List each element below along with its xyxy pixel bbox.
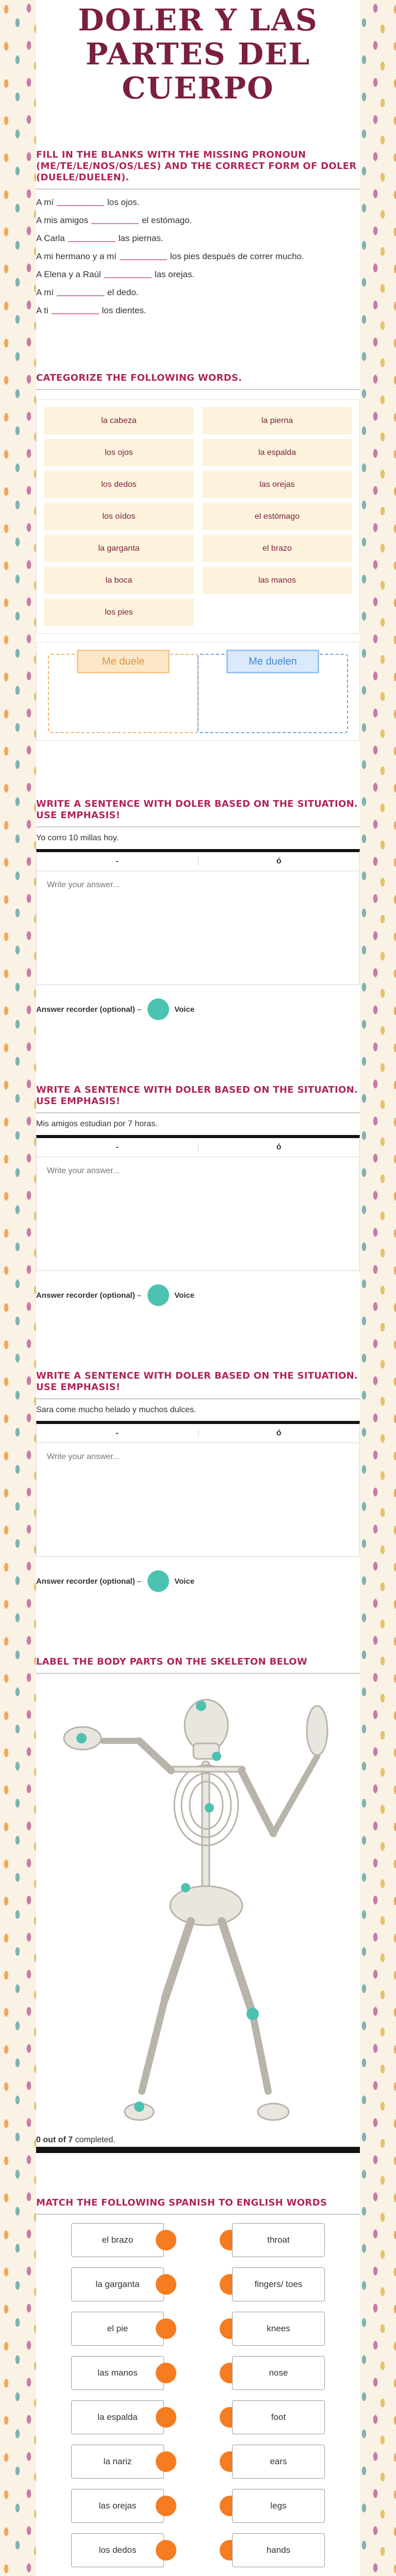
- bin-me-duele[interactable]: [48, 654, 199, 733]
- fill-pre-text: A mis amigos: [36, 215, 89, 225]
- match-right-item[interactable]: ears: [232, 2445, 325, 2479]
- question-matching: [36, 2197, 360, 2576]
- situation-text: Mis amigos estudian por 7 horas.: [36, 1120, 158, 1128]
- blank-input[interactable]: [68, 233, 116, 242]
- record-button[interactable]: [147, 998, 169, 1020]
- word-chip[interactable]: el brazo: [202, 535, 352, 562]
- blank-input[interactable]: [120, 251, 167, 260]
- match-left-item[interactable]: la nariz: [71, 2445, 164, 2479]
- divider: [36, 826, 360, 827]
- title-banner: [36, 0, 360, 108]
- record-button[interactable]: [147, 1284, 169, 1306]
- match-left-item[interactable]: el pie: [71, 2312, 164, 2346]
- answer-recorder: [36, 998, 360, 1020]
- record-button[interactable]: [147, 1570, 169, 1592]
- answer-recorder: [36, 1284, 360, 1306]
- match-row: [36, 2356, 360, 2392]
- blank-input[interactable]: [91, 215, 139, 224]
- match-row: [36, 2223, 360, 2259]
- match-left-connector[interactable]: [156, 2363, 176, 2383]
- fill-post-text: las piernas.: [118, 233, 163, 243]
- situation-text: Yo corro 10 millas hoy.: [36, 834, 119, 842]
- page-title: DOLER Y LAS PARTES DEL CUERPO: [78, 3, 318, 106]
- hotspot-hip: [181, 1883, 190, 1892]
- progress-bar: [36, 2147, 360, 2153]
- accent-o-button[interactable]: ó: [198, 857, 360, 866]
- fill-line: [36, 269, 360, 280]
- fill-pre-text: A mí: [36, 287, 54, 297]
- match-right-item[interactable]: hands: [232, 2533, 325, 2567]
- recorder-optional: (optional): [100, 1577, 135, 1586]
- fill-post-text: los pies después de correr mucho.: [170, 251, 304, 261]
- question-heading: WRITE A SENTENCE WITH DOLER BASED ON THE SITUATION. USE EMPHASIS!: [36, 1370, 358, 1393]
- fill-post-text: los ojos.: [107, 197, 140, 207]
- match-right-item[interactable]: foot: [232, 2400, 325, 2434]
- hotspot-foot: [134, 2102, 144, 2112]
- recorder-dash: –: [137, 1577, 142, 1586]
- progress-status: [36, 2136, 360, 2145]
- word-chip[interactable]: la garganta: [44, 535, 194, 562]
- divider: [36, 1398, 360, 1399]
- fill-line: [36, 305, 360, 316]
- bin-label: Me duelen: [226, 650, 319, 673]
- blank-input[interactable]: [57, 287, 104, 296]
- word-chip[interactable]: la espalda: [202, 439, 352, 466]
- match-right-item[interactable]: knees: [232, 2312, 325, 2346]
- divider: [36, 1673, 360, 1674]
- match-right-item[interactable]: nose: [232, 2356, 325, 2390]
- question-heading: MATCH THE FOLLOWING SPANISH TO ENGLISH WORDS: [36, 2197, 327, 2208]
- question-heading: FILL IN THE BLANKS WITH THE MISSING PRONOUN (ME/TE/LE/NOS/OS/LES) AND THE CORRECT FORM OF DOLER (DUELE/DUELEN).: [36, 149, 357, 183]
- word-chip[interactable]: las orejas: [202, 471, 352, 498]
- fill-lines: [36, 197, 360, 316]
- blank-input[interactable]: [52, 305, 99, 314]
- question-categorize: [36, 372, 360, 741]
- fill-pre-text: A Carla: [36, 233, 65, 243]
- question-heading: WRITE A SENTENCE WITH DOLER BASED ON THE SITUATION. USE EMPHASIS!: [36, 1084, 358, 1107]
- question-label-skeleton: [36, 1656, 360, 2153]
- progress-suffix: completed.: [75, 2136, 116, 2144]
- fill-pre-text: A ti: [36, 306, 48, 315]
- category-bins: [36, 642, 360, 741]
- divider: [36, 1112, 360, 1113]
- fill-post-text: el dedo.: [107, 287, 139, 297]
- fill-line: [36, 215, 360, 226]
- word-chip[interactable]: los dedos: [44, 471, 194, 498]
- fill-pre-text: A mí: [36, 197, 54, 207]
- question-heading: LABEL THE BODY PARTS ON THE SKELETON BELOW: [36, 1656, 308, 1667]
- match-row: [36, 2445, 360, 2481]
- divider: [36, 189, 360, 190]
- hotspot-hand: [76, 1733, 87, 1743]
- voice-label: Voice: [174, 1005, 195, 1014]
- match-left-item[interactable]: la espalda: [71, 2400, 164, 2434]
- word-chip[interactable]: la boca: [44, 567, 194, 594]
- accent-toolbar: [36, 1421, 360, 1443]
- hotspot-knee: [246, 2008, 259, 2020]
- match-left-connector[interactable]: [156, 2230, 176, 2250]
- recorder-label: Answer recorder: [36, 1291, 98, 1300]
- answer-input[interactable]: [47, 880, 349, 975]
- answer-box: [36, 1443, 360, 1557]
- match-list: [36, 2223, 360, 2576]
- match-left-connector[interactable]: [156, 2407, 176, 2428]
- match-left-connector[interactable]: [156, 2318, 176, 2339]
- match-left-connector[interactable]: [156, 2540, 176, 2561]
- match-left-connector[interactable]: [156, 2451, 176, 2472]
- word-bank: [36, 399, 360, 634]
- dash-button[interactable]: -: [116, 1429, 119, 1437]
- match-row: [36, 2267, 360, 2303]
- answer-recorder: [36, 1570, 360, 1592]
- match-left-item[interactable]: las manos: [71, 2356, 164, 2390]
- match-row: [36, 2312, 360, 2348]
- voice-label: Voice: [174, 1577, 195, 1586]
- divider: [36, 2214, 360, 2215]
- match-left-connector[interactable]: [156, 2496, 176, 2516]
- match-right-item[interactable]: throat: [232, 2223, 325, 2257]
- word-chip[interactable]: la pierna: [202, 407, 352, 434]
- fill-post-text: los dientes.: [102, 306, 146, 315]
- word-chip[interactable]: los ojos: [44, 439, 194, 466]
- question-sentence-1: [36, 799, 360, 1020]
- accent-o-button[interactable]: ó: [198, 1143, 360, 1152]
- match-right-item[interactable]: legs: [232, 2489, 325, 2523]
- fill-line: [36, 197, 360, 208]
- skeleton-illustration: [36, 1684, 360, 2132]
- match-row: [36, 2533, 360, 2569]
- dash-button[interactable]: -: [116, 857, 119, 866]
- match-row: [36, 2400, 360, 2436]
- match-left-item[interactable]: el brazo: [71, 2223, 164, 2257]
- recorder-optional: (optional): [100, 1291, 135, 1300]
- situation-text: Sara come mucho helado y muchos dulces.: [36, 1405, 196, 1414]
- answer-box: [36, 871, 360, 985]
- answer-input[interactable]: [47, 1166, 349, 1261]
- accent-toolbar: [36, 849, 360, 871]
- voice-label: Voice: [174, 1291, 195, 1300]
- fill-pre-text: A mi hermano y a mí: [36, 251, 117, 261]
- accent-o-button[interactable]: ó: [198, 1429, 360, 1438]
- question-sentence-2: [36, 1084, 360, 1306]
- match-left-item[interactable]: la garganta: [71, 2267, 164, 2301]
- bin-me-duelen[interactable]: [197, 654, 348, 733]
- word-chip[interactable]: la cabeza: [44, 407, 194, 434]
- recorder-dash: –: [137, 1291, 142, 1300]
- hotspot-head: [196, 1701, 206, 1711]
- blank-input[interactable]: [57, 197, 104, 206]
- fill-post-text: el estómago.: [142, 215, 192, 225]
- match-left-connector[interactable]: [156, 2274, 176, 2295]
- question-heading: WRITE A SENTENCE WITH DOLER BASED ON THE SITUATION. USE EMPHASIS!: [36, 799, 358, 821]
- word-chip[interactable]: las manos: [202, 567, 352, 594]
- accent-toolbar: [36, 1135, 360, 1157]
- dash-button[interactable]: -: [116, 1143, 119, 1151]
- bin-label: Me duele: [77, 650, 170, 673]
- answer-box: [36, 1157, 360, 1271]
- answer-input[interactable]: [47, 1452, 349, 1547]
- divider: [36, 389, 360, 390]
- word-chip[interactable]: los oídos: [44, 503, 194, 530]
- match-left-item[interactable]: las orejas: [71, 2489, 164, 2523]
- recorder-label: Answer recorder: [36, 1005, 98, 1014]
- recorder-dash: –: [137, 1005, 142, 1014]
- fill-line: [36, 287, 360, 298]
- match-right-item[interactable]: fingers/ toes: [232, 2267, 325, 2301]
- fill-line: [36, 251, 360, 262]
- match-row: [36, 2489, 360, 2525]
- fill-post-text: las orejas.: [154, 269, 195, 279]
- fill-line: [36, 233, 360, 244]
- progress-count: 0 out of 7: [36, 2136, 73, 2144]
- question-heading: CATEGORIZE THE FOLLOWING WORDS.: [36, 372, 242, 383]
- skeleton-image: [36, 1684, 360, 2132]
- question-sentence-3: [36, 1370, 360, 1592]
- word-chip[interactable]: los pies: [44, 599, 194, 626]
- recorder-optional: (optional): [100, 1005, 135, 1014]
- word-chip[interactable]: el estómago: [202, 503, 352, 530]
- blank-input[interactable]: [104, 269, 152, 278]
- hotspot-mouth: [212, 1752, 221, 1761]
- question-fill-blanks: [36, 149, 360, 316]
- recorder-label: Answer recorder: [36, 1577, 98, 1586]
- match-left-item[interactable]: los dedos: [71, 2533, 164, 2567]
- hotspot-chest: [205, 1803, 214, 1812]
- fill-pre-text: A Elena y a Raúl: [36, 269, 101, 279]
